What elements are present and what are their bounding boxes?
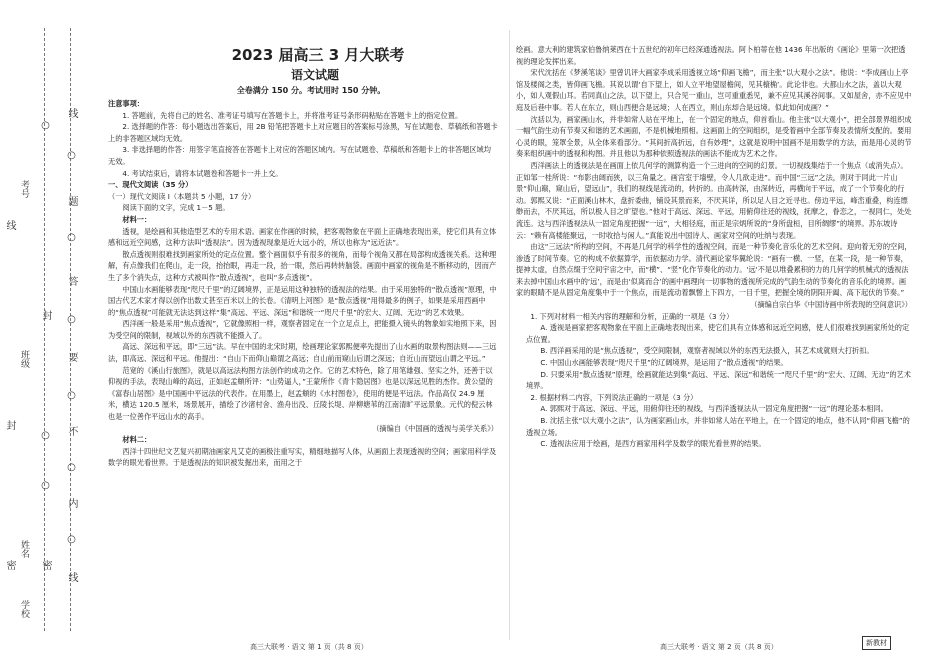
question-1: 1. 下列对材料一相关内容的理解和分析，正确的一项是（3 分） [530,311,734,321]
binding-mark: ○ [66,462,77,473]
source-citation: （摘编自《中国画的透视与美学关系》） [372,423,498,433]
notice-item: 3. 非选择题的作答：用签字笔直接答在答题卡上对应的答题区域内。写在试题卷、草稿纸和答题卡上的非答题区域均无效。 [108,145,491,166]
paragraph: 宋代沈括在《梦溪笔谈》里曾讥评大画家李成采用透视立场“仰画飞檐”，而主张“以大观小之法”。他说：“李成画山上亭馆及楼阁之类，皆仰画飞檐。其说以谓‘自下望上，如人立平地望屋檐间，见其榱桷’。此论非也。大都山水之法，盖以大观小，如人观假山耳。若同真山之法，以下望上，只合见一重山，岂可重重悉见，兼不应见其溪谷间事。又如屋舍，亦不应见中庭及后巷中事。若人在东立，则山西便合是远境；人在西立，则山东却合是远境。似此如何成画？” [516,68,912,112]
binding-line-inner [44,28,45,631]
paragraph: 由这“三远法”所构的空间，不再是几何学的科学性的透视空间，而是一种节奏化音乐化的艺术空间。迎向着无穷的空间，渗透了时间节奏。它的构成不依据算学，而依据动力学。清代画论家华翼纶说：“画有一横、一竖，在某一段，是一种节奏，提神太虚，自然点缀于空间宇宙之中，而“横”、“竖”化作节奏化的动力。'远'不是以堆叠累积的力的几何学的机械式的透视法来去掉中国山水画中的‘远’，而是由‘似离而合’的画中画理向一切事物的透视所完成的气韵生动的节奏化的音乐化的境界。画家的眼睛不是从固定角度集中于一个焦点，而是流动着飘瞥上下四方，一目千里，把握全境的阴阳开阖、高下起伏的节奏。” [516,242,912,298]
notice-item: 2. 选择题的作答：每小题选出答案后，用 2B 铅笔把答题卡上对应题目的答案标号涂黑，写在试题卷、草稿纸和答题卡上的非答题区域均无效。 [108,122,498,143]
binding-mark: 线 [66,108,77,118]
field-name: 姓名 [19,540,29,558]
page-1-column [108,44,498,644]
paragraph: 透视，是绘画和其他造型艺术的专用术语。画家在作画的时候，把客观物象在平面上正确地表现出来，使它们具有立体感和远近空间感，这种方法叫“透视法”。因为透视现象是近大远小的，所以也称为“远近法”。 [108,226,497,248]
binding-mark: 不 [66,426,77,436]
binding-mark: ○ [66,390,77,401]
paragraph: 沈括以为，画家画山水，并非如常人站在平地上，在一个固定的地点，仰首看山。他主张“以大观小”，把全部景界组织成一幅气韵生动有节奏又和谐的艺术画面，不是机械地照相。这画面上的空间组织，是受着画中全部节奏及表情所支配的。要用心灵的眼，笼罩全景，从全体来看部分。“其间折高折远，自有妙理”，这就是说明中国画不是用数学的方法，而是用心灵的节奏来组织画中的透视和构图。并且他以为那种依照透视法的画法不能成为艺术之作。 [516,114,912,159]
binding-edge-label: 密 [4,560,15,570]
page-divider [509,30,510,640]
binding-mark: 密 [40,560,51,570]
page-2-column [516,44,912,644]
score-line: 全卷满分 150 分。考试用时 150 分钟。 [236,86,386,95]
binding-mark: ○ [40,430,51,441]
question-2: 2. 根据材料二内容，下列说法正确的一项是（3 分） [530,392,698,402]
binding-edge-label: 封 [4,420,15,430]
subsection-heading: （一）现代文阅读 Ⅰ（本题共 5 小题，17 分） [108,191,256,201]
binding-mark: 内 [66,498,77,508]
notice-item: 1. 答题前，先将自己的姓名、准考证号填写在答题卡上，并将准考证号条形码粘贴在答题卡上的指定位置。 [122,110,463,120]
exam-subtitle: 语文试题 [290,68,339,82]
paragraph: 西洋十四世纪文艺复兴初期油画家凡艾克的画极注重写实，精细地描写人体，从画面上表现透视的空间；画家用科学及数学的眼光看世界。于是透视法的知识被发掘出来，而用之于 [108,446,497,468]
binding-mark: 题 [66,196,77,206]
material-heading: 材料一： [122,214,152,224]
field-exam-number: 考号 [19,180,29,198]
paragraph: 范宽的《溪山行旅图》，就是以高远法构图方法创作的成功之作。它的艺术特色，除了用笔雄强、坚实之外，还善于以仰视的手法，表现山峰的高远，正如赵孟頫所评：“山势逼人，”王蒙所作《青卞隐居图》也是以深远见胜的杰作。黄公望的《富春山居图》是中国画中平远法的代表作。在用墨上，赵孟頫的《水村图卷》，使用的便是平远法。作品高仅 24.9 厘米，横达 120.5 厘米，场景展开，描绘了沙渚村舍、渔舟出没、丘陵长堤、岸柳塘苇的江南清旷平远景象。元代的倪云林也是一位善作平远山水的高手。 [108,365,493,422]
paragraph: 西洋画一般是采用“焦点透视”，它就像照相一样，观察者固定在一个立足点上，把能摄入镜头的物象如实地照下来，因为受空间的限制，视域以外的东西就不能摄入了。 [108,319,497,340]
paragraph: 散点透视则很难找到画家所处的定点位置。整个画面似乎有很多的视角，而每个视角又都在局部构成透视关系。这种理解，有点像我们在爬山，走一段，抬抬眼，再走一段，抬一眼，然后再转转脑袋。画面中画家的视角是不断移动的，因而产生了多个消失点，这种方式被叫作“散点透视”，也叫“多点透视”。 [108,249,497,282]
binding-margin [0,0,100,659]
binding-mark: 答 [66,276,77,286]
paragraph: 西洋画法上的透视法是在画面上依几何学的测算构造一个三进向的空间的幻景。一切视线集结于一个焦点（或消失点）。正如邹一桂所说：“布影由阔而狭，以三角量之。画宫室于墙壁，令人几欲走进”。而中国“三远”之法，则对于同此一片山景“仰山巅，窥山后，望远山”，我们的视线是流动的，转折的。由高转深，由深转近，再横向于平远，成了一个节奏化的行动。郭熙又说：“正面溪山林木，盘折委曲，铺设其景而来，不厌其详，所以足人目之近寻也。傍边平远，峰峦重叠，构连缥缈而去，不厌其远，所以极人目之旷望也。”他对于高远、深远、平远，用俯仰往还的视线，抚摩之，眷恋之，一视同仁，处处流连。这与西洋透视法从一固定角度把握“一远”，大相径庭，而正是宗炳所说的“身所盘桓，目所绸缪”的境界。苏东坡诗云：“赖有高楼能聚远，一时收拾与闲人。”真能说出中国诗人、画家对空间的吐纳与表现。 [516,160,912,240]
section-heading: 一、现代文阅读（35 分） [108,180,193,190]
edition-badge: 新教材 [862,636,891,650]
binding-mark: 线 [66,572,77,582]
source-citation: （摘编自宗白华《中国诗画中所表现的空间意识》） [750,300,912,310]
binding-mark: ○ [66,150,77,161]
paragraph: 中国山水画能够表现“咫尺千里”的辽阔境界，正是运用这种独特的透视法的结果。由于采用独特的“散点透视”原理，中国古代艺术家才得以创作出数丈甚至百米以上的长卷。《清明上河图》是“散点透视”用得最多的例子，如果是采用西画中的“焦点透视”可能就无法达到这样“集”高远、平远、深远”和谐统一“咫尺千里”的宏大、辽阔、无边”的艺术效果。 [108,284,497,317]
binding-mark: ○ [40,480,51,491]
option-2a: A. 郭熙对于高远、深远、平远，用俯仰往还的视线，与西洋透视法从一固定角度把握“一远”的理论基本相同。 [540,404,888,414]
material-heading: 材料二： [122,435,152,445]
binding-mark: 封 [40,310,51,320]
page-1-footer: 高三大联考 · 语文 第 1 页（共 8 页） [250,643,368,651]
notice-heading: 注意事项： [108,99,144,108]
binding-edge-label: 线 [4,220,15,230]
option-1b: B. 西洋画采用的是“焦点透视”，受空间限制，观察者视域以外的东西无法摄入，其艺术成就则大打折扣。 [540,346,874,356]
binding-mark: ○ [66,534,77,545]
binding-mark: ○ [66,232,77,243]
instruction: 阅读下面的文字，完成 1－5 题。 [122,203,230,213]
option-1c: C. 中国山水画能够表现“咫尺千里”的辽阔境界，是运用了“散点透视”的结果。 [540,358,788,368]
option-2b: B. 沈括主张“以大观小之法”，认为画家画山水，并非如常人站在平地上，在一个固定的地点，他不认同“仰画飞檐”的透视立场。 [526,416,910,437]
paragraph: 绘画。意大利的建筑家伯鲁纳莱西在十五世纪的初年已经深通透视法。阿卜柏蒂在他 1436 年出版的《画论》里第一次把透视的理论发挥出来。 [516,45,906,66]
exam-title: 2023 届高三 3 月大联考 [231,46,405,64]
page-2-footer: 高三大联考 · 语文 第 2 页（共 8 页） [660,643,778,651]
option-1d: D. 只要采用“散点透视”原理，绘画就能达到集“高远、平远、深远”和谐统一“咫尺千里”的“宏大、辽阔、无边”的艺术境界。 [526,369,911,391]
binding-mark: 要 [66,352,77,362]
notice-item: 4. 考试结束后，请将本试题卷和答题卡一并上交。 [122,168,283,178]
binding-mark: ○ [66,314,77,325]
paragraph: 高远、深远和平远，即“三远”法。早在中国的北宋时期，绘画理论家郭熙便率先提出了山水画的取景构图法则——三远法，即高远、深远和平远。他提出：“自山下而仰山巅谓之高远；自山前而窥山后谓之深远；自近山而望远山谓之平远。” [108,342,497,364]
field-school: 学校 [19,600,29,618]
option-1a: A. 透视是画家把客观物象在平面上正确地表现出来，使它们具有立体感和远近空间感，使人们很难找到画家所处的定点位置。 [526,323,910,344]
field-class: 班级 [19,350,29,368]
option-2c: C. 透视法应用于绘画，是西方画家用科学及数学的眼光看世界的结果。 [540,439,766,449]
binding-mark: ○ [40,120,51,131]
